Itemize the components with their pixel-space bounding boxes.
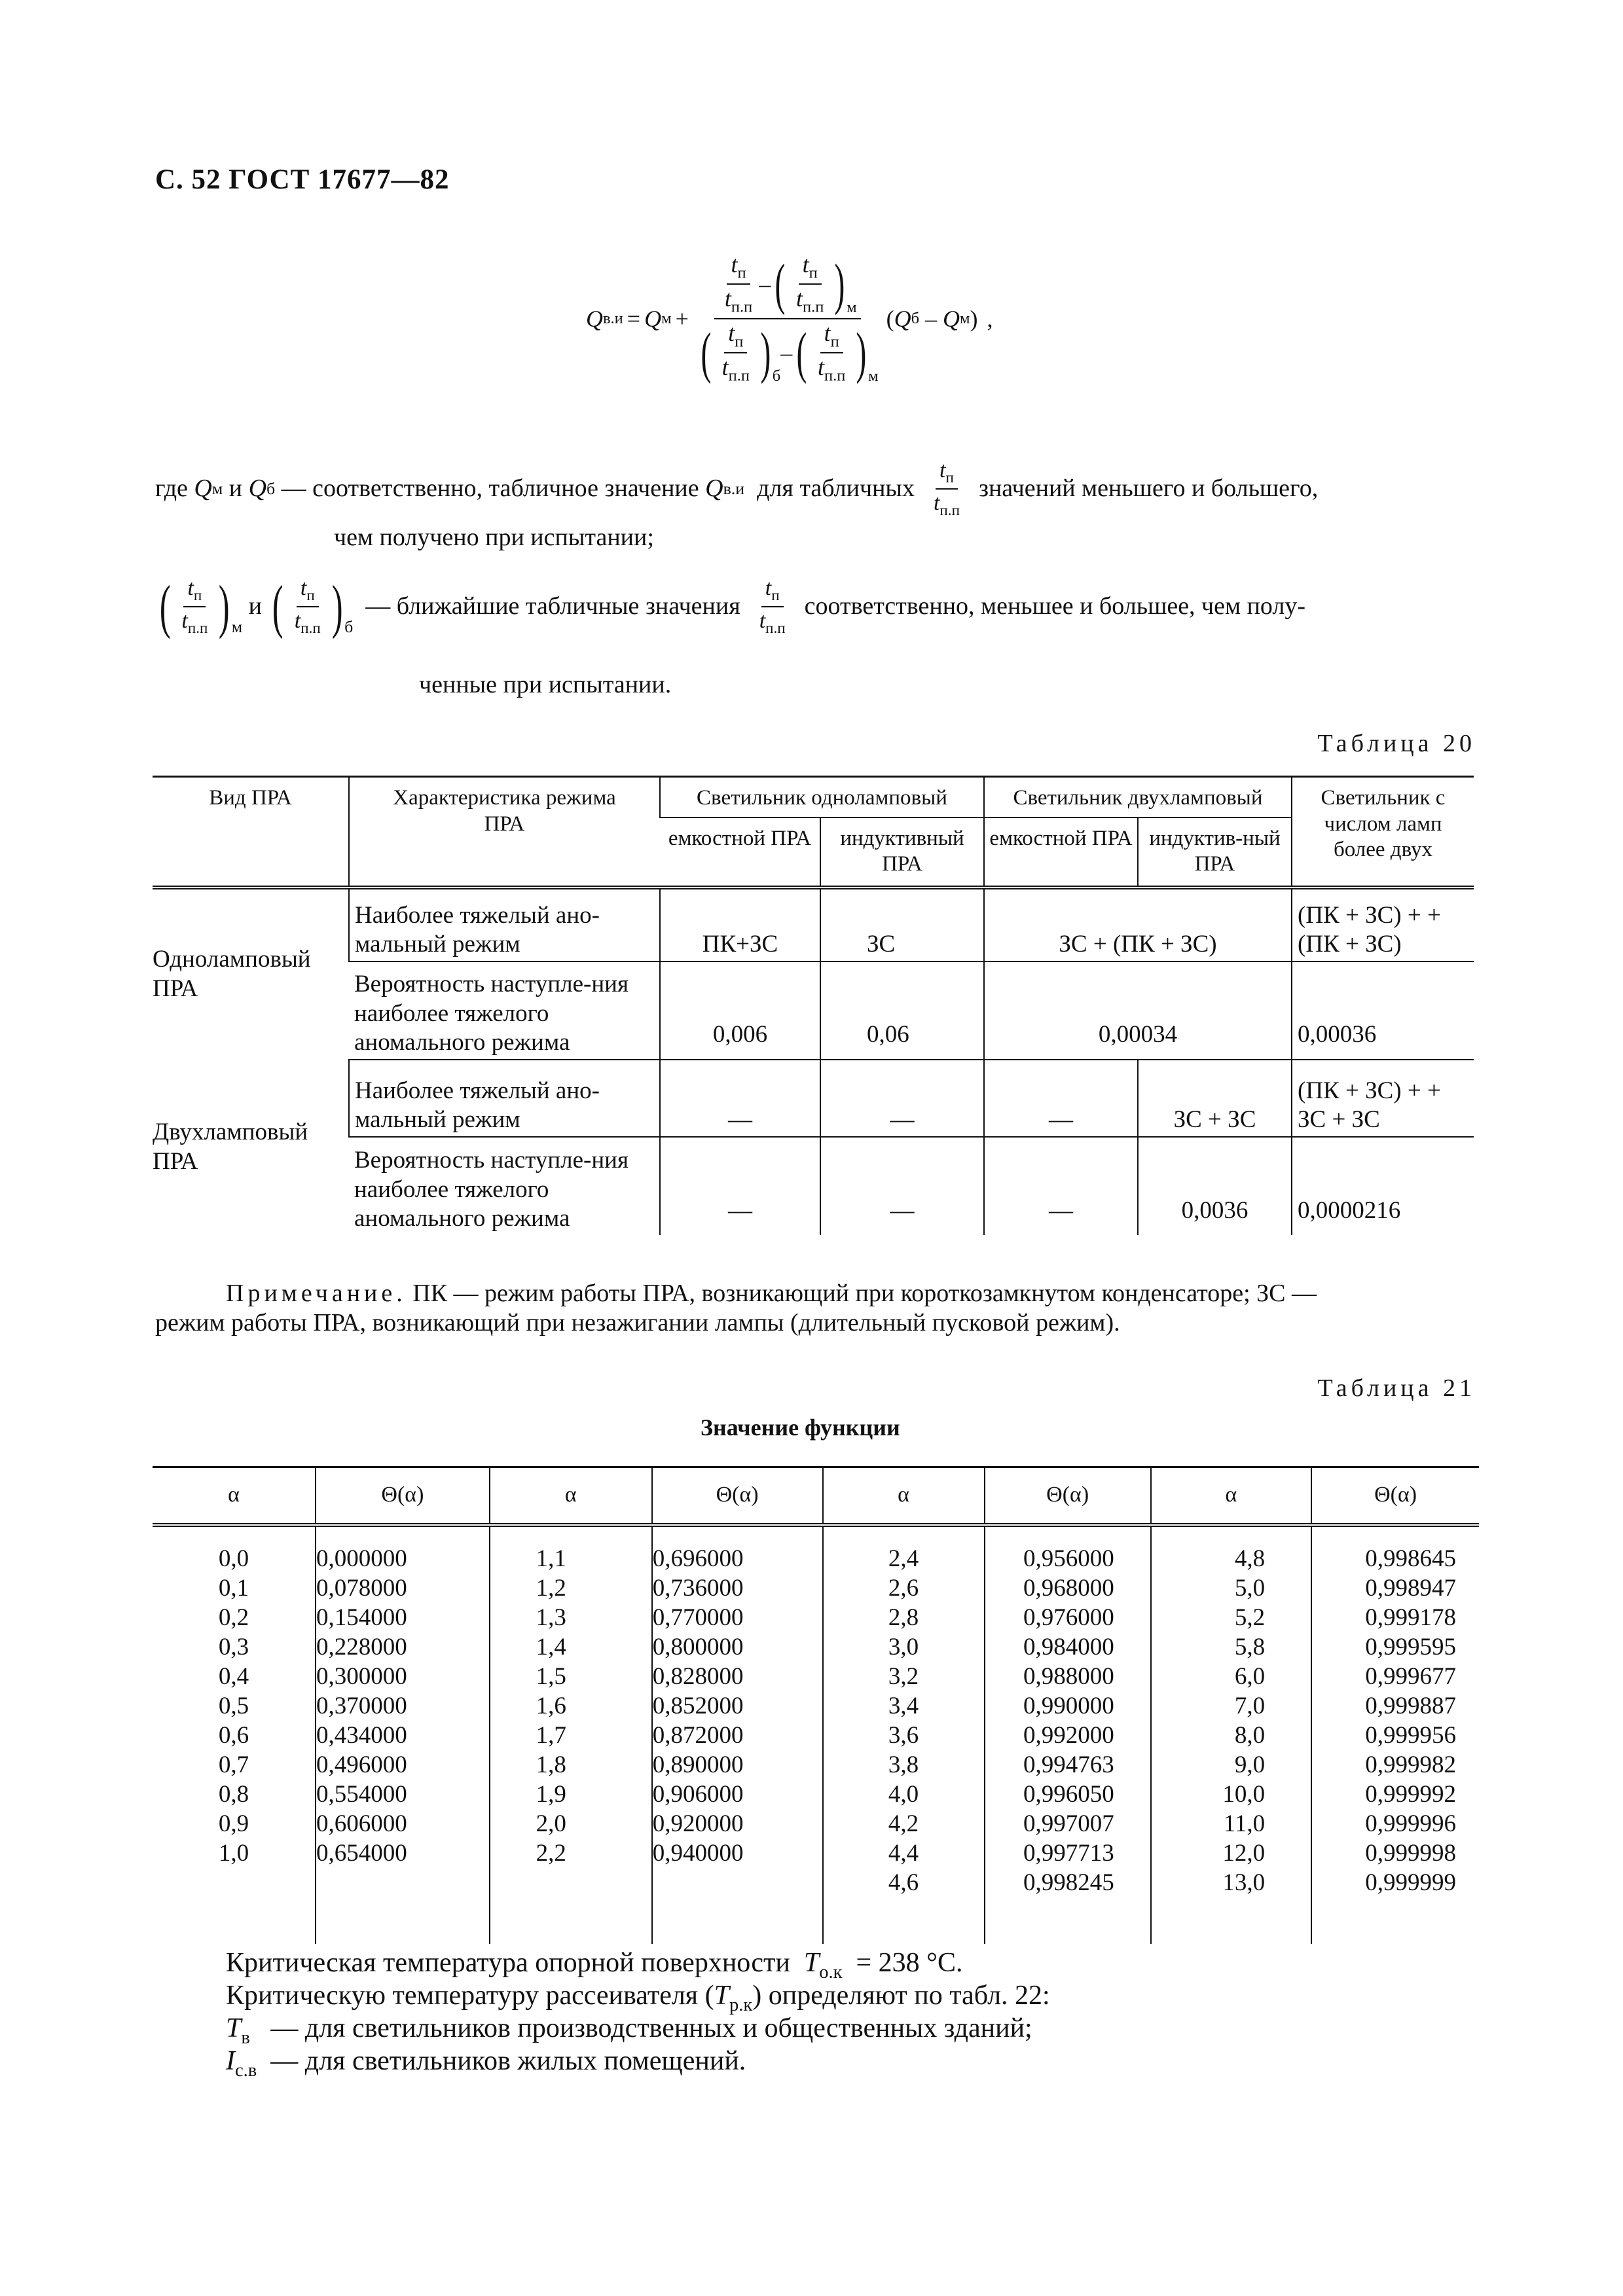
theta-value: 0,999982 <box>1365 1751 1456 1778</box>
th-theta-4: Θ(α) <box>1311 1467 1479 1526</box>
footer-line-1: Критическая температура опорной поверхности $T_{о.к} = 238$ °С. <box>226 1948 963 1982</box>
theta-value: 0,999998 <box>1365 1840 1456 1867</box>
table-21-title: Значение функции <box>701 1414 900 1441</box>
g1-r2-many: 0,00036 <box>1292 961 1474 1060</box>
group2-name: Двухламповый ПРА <box>153 1119 308 1175</box>
table-21 <box>153 1466 1479 1944</box>
g2-r1-cap: — <box>660 1060 820 1137</box>
alpha-value: 5,8 <box>1234 1634 1266 1660</box>
theta-value: 0,800000 <box>652 1634 744 1660</box>
g2-r1-many: (ПК + ЗС) + + ЗС + ЗС <box>1292 1060 1474 1137</box>
g2-r1-cap2: — <box>984 1060 1138 1137</box>
note-line-2: режим работы ПРА, возникающий при незажигании лампы (длительный пусковой режим). <box>155 1309 1120 1336</box>
th-ind2: индуктив-ный ПРА <box>1138 817 1292 888</box>
theta-value: 0,496000 <box>316 1751 407 1778</box>
th-theta-1: Θ(α) <box>316 1467 490 1526</box>
theta-column-3 <box>985 1525 1151 1944</box>
g1-r2-ind: 0,06 <box>820 961 984 1060</box>
th-two-lamp: Светильник двухламповый <box>984 777 1292 817</box>
alpha-value: 1,3 <box>536 1604 566 1631</box>
alpha-value: 12,0 <box>1222 1840 1266 1867</box>
th-one-lamp: Светильник одноламповый <box>660 777 984 817</box>
th-char: Характеристика режима ПРА <box>349 777 660 888</box>
alpha-value: 9,0 <box>1234 1751 1266 1778</box>
alpha-value: 3,6 <box>888 1722 919 1749</box>
alpha-value: 10,0 <box>1222 1781 1266 1808</box>
theta-value: 0,606000 <box>316 1810 407 1837</box>
alpha-value: 0,0 <box>218 1545 249 1572</box>
alpha-value: 0,1 <box>218 1575 249 1602</box>
alpha-value: 6,0 <box>1234 1663 1266 1690</box>
theta-value: 0,696000 <box>652 1545 744 1572</box>
explanation-line-3: ( $\frac{t_п}{t_{п.п}}$ ) м и ( $\frac{t_п}{t_{п.п}}$ ) б — ближайшие табличные значения $\frac{t_п}{t_{п.п}}$ соответственно, меньшее и большее, чем полу- <box>159 573 1306 639</box>
alpha-value: 0,2 <box>218 1604 249 1631</box>
theta-value: 0,828000 <box>652 1663 744 1690</box>
alpha-value: 4,2 <box>888 1810 919 1837</box>
alpha-value: 4,8 <box>1234 1545 1266 1572</box>
alpha-value: 0,7 <box>218 1751 249 1778</box>
alpha-value: 0,4 <box>218 1663 249 1690</box>
theta-value: 0,997007 <box>1023 1810 1114 1837</box>
g1-r1-two: ЗС + (ПК + ЗС) <box>984 888 1292 961</box>
theta-value: 0,968000 <box>1023 1575 1114 1602</box>
theta-value: 0,370000 <box>316 1693 407 1719</box>
theta-value: 0,736000 <box>652 1575 744 1602</box>
g2-r2-ind: — <box>820 1137 984 1235</box>
alpha-value: 1,6 <box>536 1693 566 1719</box>
th-cap2: емкостной ПРА <box>984 817 1138 888</box>
th-theta-2: Θ(α) <box>652 1467 823 1526</box>
theta-value: 0,984000 <box>1023 1634 1114 1660</box>
g2-r2-cap: — <box>660 1137 820 1235</box>
th-cap: емкостной ПРА <box>660 817 820 888</box>
theta-column-2 <box>652 1525 823 1944</box>
alpha-value: 1,8 <box>536 1751 566 1778</box>
theta-value: 0,999956 <box>1365 1722 1456 1749</box>
alpha-value: 5,0 <box>1234 1575 1266 1602</box>
g2-r1-char: Наиболее тяжелый ано-мальный режим <box>349 1060 660 1137</box>
th-alpha-2: α <box>490 1467 652 1526</box>
theta-value: 0,999996 <box>1365 1810 1456 1837</box>
th-alpha-1: α <box>153 1467 316 1526</box>
g2-r2-ind2: 0,0036 <box>1138 1137 1292 1235</box>
table-20 <box>153 776 1474 1235</box>
alpha-value: 0,3 <box>218 1634 249 1660</box>
theta-value: 0,554000 <box>316 1781 407 1808</box>
th-alpha-4: α <box>1151 1467 1311 1526</box>
theta-value: 0,852000 <box>652 1693 744 1719</box>
theta-value: 0,000000 <box>316 1545 407 1572</box>
footer-line-4: $I_{с.в}$ — для светильников жилых помещений. <box>226 2046 746 2081</box>
note-line-1 <box>226 1280 1317 1308</box>
alpha-value: 3,8 <box>888 1751 919 1778</box>
theta-value: 0,996050 <box>1023 1781 1114 1808</box>
theta-value: 0,770000 <box>652 1604 744 1631</box>
explanation-line-2: чем получено при испытании; <box>334 524 654 551</box>
footer-line-3: $T_в$ — для светильников производственных и общественных зданий; <box>226 2013 1032 2048</box>
alpha-value: 3,0 <box>888 1634 919 1660</box>
alpha-value: 11,0 <box>1223 1810 1266 1837</box>
group1-name: Одноламповый ПРА <box>153 946 311 1002</box>
page-header: С. 52 ГОСТ 17677—82 <box>155 164 450 195</box>
theta-value: 0,976000 <box>1023 1604 1114 1631</box>
theta-value: 0,999178 <box>1365 1604 1456 1631</box>
theta-value: 0,434000 <box>316 1722 407 1749</box>
theta-value: 0,998947 <box>1365 1575 1456 1602</box>
alpha-value: 4,4 <box>888 1840 919 1867</box>
alpha-value: 7,0 <box>1234 1693 1266 1719</box>
theta-column-4 <box>1311 1525 1479 1944</box>
alpha-value: 3,4 <box>888 1693 919 1719</box>
explanation-line-1: где Q м и Q б — соответственно, табличное значение Q в.и для табличных $\frac{t_п}{t_{п.п}}$ значений меньшего и большего, <box>155 458 1319 519</box>
g2-r2-char: Вероятность наступле-ния наиболее тяжелого аномального режима <box>354 1147 629 1232</box>
theta-value: 0,999999 <box>1365 1869 1456 1896</box>
alpha-value: 0,5 <box>218 1693 249 1719</box>
theta-value: 0,988000 <box>1023 1663 1114 1690</box>
table-20-label: Таблица 20 <box>1317 730 1476 757</box>
alpha-value: 13,0 <box>1222 1869 1266 1896</box>
theta-value: 0,999992 <box>1365 1781 1456 1808</box>
theta-column-1 <box>316 1525 490 1944</box>
theta-value: 0,920000 <box>652 1810 744 1837</box>
alpha-value: 3,2 <box>888 1663 919 1690</box>
theta-value: 0,940000 <box>652 1840 744 1867</box>
explanation-line-4: ченные при испытании. <box>419 671 672 698</box>
g2-r1-ind: — <box>820 1060 984 1137</box>
alpha-column-4 <box>1151 1525 1311 1944</box>
theta-value: 0,992000 <box>1023 1722 1114 1749</box>
th-vid: Вид ПРА <box>153 777 349 888</box>
theta-value: 0,906000 <box>652 1781 744 1808</box>
g1-r2-cap: 0,006 <box>660 961 820 1060</box>
theta-value: 0,998645 <box>1365 1545 1456 1572</box>
th-ind: индуктивный ПРА <box>820 817 984 888</box>
g1-r2-two: 0,00034 <box>984 961 1292 1060</box>
alpha-value: 1,9 <box>536 1781 566 1808</box>
note-text-1: ПК — режим работы ПРА, возникающий при короткозамкнутом конденсаторе; ЗС — <box>412 1280 1317 1307</box>
theta-value: 0,997713 <box>1023 1840 1114 1867</box>
theta-value: 0,078000 <box>316 1575 407 1602</box>
theta-value: 0,994763 <box>1023 1751 1114 1778</box>
alpha-column-2 <box>490 1525 652 1944</box>
alpha-value: 0,8 <box>218 1781 249 1808</box>
theta-value: 0,890000 <box>652 1751 744 1778</box>
alpha-value: 2,0 <box>536 1810 566 1837</box>
note-label: Примечание. <box>226 1280 407 1307</box>
g1-r1-cap: ПК+ЗС <box>660 888 820 961</box>
alpha-value: 1,2 <box>536 1575 566 1602</box>
g1-r1-many: (ПК + ЗС) + + (ПК + ЗС) <box>1292 888 1474 961</box>
alpha-value: 2,8 <box>888 1604 919 1631</box>
alpha-value: 5,2 <box>1234 1604 1266 1631</box>
alpha-value: 2,6 <box>888 1575 919 1602</box>
footer-line-2: Критическую температуру рассеивателя $(T_{р.к})$ определяют по табл. 22: <box>226 1981 1050 2015</box>
alpha-value: 1,4 <box>536 1634 566 1660</box>
alpha-value: 1,0 <box>218 1840 249 1867</box>
g2-r2-many: 0,0000216 <box>1292 1137 1474 1235</box>
th-many-lamp: Светильник с числом ламп более двух <box>1292 777 1474 888</box>
alpha-value: 0,6 <box>218 1722 249 1749</box>
alpha-column-3 <box>823 1525 985 1944</box>
theta-value: 0,998245 <box>1023 1869 1114 1896</box>
alpha-value: 4,6 <box>888 1869 919 1896</box>
alpha-column-1 <box>153 1525 316 1944</box>
theta-value: 0,300000 <box>316 1663 407 1690</box>
theta-value: 0,999887 <box>1365 1693 1456 1719</box>
theta-value: 0,228000 <box>316 1634 407 1660</box>
alpha-value: 0,9 <box>218 1810 249 1837</box>
alpha-value: 2,2 <box>536 1840 566 1867</box>
alpha-value: 1,5 <box>536 1663 566 1690</box>
formula-q-vi: Q в.и = Q м + $\frac{t_п}{t_{п.п}}$ – ( $\frac{t_п}{t_{п.п}}$ ) м ( $\frac{t_п}{t_{п.п}}$ ) б – ( $\frac{t_п}{t_{п.п}}$ ) м ( Q б – Q м ) , <box>586 251 993 386</box>
theta-value: 0,999595 <box>1365 1634 1456 1660</box>
theta-value: 0,999677 <box>1365 1663 1456 1690</box>
th-alpha-3: α <box>823 1467 985 1526</box>
theta-value: 0,872000 <box>652 1722 744 1749</box>
g2-r2-cap2: — <box>984 1137 1138 1235</box>
alpha-value: 1,1 <box>536 1545 566 1572</box>
alpha-value: 2,4 <box>888 1545 919 1572</box>
theta-value: 0,654000 <box>316 1840 407 1867</box>
th-theta-3: Θ(α) <box>985 1467 1151 1526</box>
g1-r1-ind: ЗС <box>820 888 984 961</box>
alpha-value: 8,0 <box>1234 1722 1266 1749</box>
alpha-value: 4,0 <box>888 1781 919 1808</box>
g1-r1-char: Наиболее тяжелый ано-мальный режим <box>349 888 660 961</box>
table-21-label: Таблица 21 <box>1317 1374 1476 1402</box>
theta-value: 0,990000 <box>1023 1693 1114 1719</box>
alpha-value: 1,7 <box>536 1722 566 1749</box>
theta-value: 0,956000 <box>1023 1545 1114 1572</box>
theta-value: 0,154000 <box>316 1604 407 1631</box>
g1-r2-char: Вероятность наступле-ния наиболее тяжелого аномального режима <box>349 961 660 1060</box>
g2-r1-ind2: ЗС + ЗС <box>1138 1060 1292 1137</box>
